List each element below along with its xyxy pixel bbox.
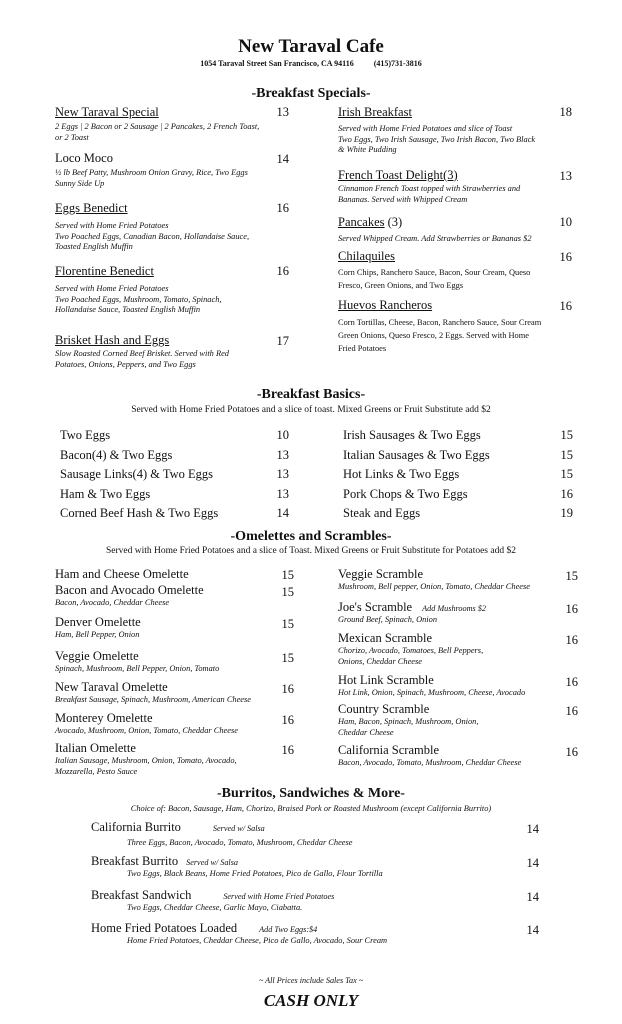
item-name: Corned Beef Hash & Two Eggs	[60, 506, 219, 521]
list-item	[60, 504, 295, 524]
item-price: 10	[276, 428, 289, 442]
item-name: Breakfast Burrito	[91, 854, 179, 868]
breakfast-specials-heading: -Breakfast Specials-	[251, 86, 371, 101]
item-name: Country Scramble	[338, 702, 430, 716]
desc-line: or 2 Toast	[55, 132, 89, 142]
item-name: Veggie Scramble	[338, 567, 424, 581]
item-name-row	[338, 600, 583, 615]
item-desc	[55, 284, 295, 316]
list-item	[60, 465, 295, 485]
list-item	[60, 485, 295, 505]
item-name: Pancakes	[338, 215, 385, 229]
cafe-address-line	[0, 59, 622, 68]
item-desc	[55, 168, 295, 189]
scramble-item	[338, 567, 583, 593]
desc-line: Onions, Cheddar Cheese	[338, 656, 422, 666]
desc-line: Italian Sausage, Mushroom, Onion, Tomato, Avocado,	[55, 756, 237, 765]
basics-right-list	[343, 426, 578, 524]
item-desc: Bacon, Avocado, Tomato, Mushroom, Cheddar Cheese	[338, 758, 522, 767]
item-desc: Two Eggs, Black Beans, Home Fried Potatoes, Pico de Gallo, Flour Tortilla	[127, 869, 383, 878]
item-desc	[338, 717, 583, 738]
item-name: Eggs Benedict	[55, 201, 128, 215]
list-item	[60, 426, 295, 446]
cafe-phone: (415)731-3816	[373, 59, 422, 68]
desc-line: Ham, Bacon, Spinach, Mushroom, Onion,	[338, 717, 479, 726]
item-name: New Taraval Special	[55, 105, 159, 119]
desc-line: Hollandaise Sauce, Toasted English Muffin	[55, 305, 201, 315]
item-price: 16	[565, 602, 578, 616]
item-price: 16	[565, 675, 578, 689]
item-name: Monterey Omelette	[55, 711, 153, 725]
item-price: 13	[559, 169, 572, 183]
item-name: Joe's Scramble	[338, 600, 413, 614]
item-name: Home Fried Potatoes Loaded	[91, 921, 238, 935]
item-desc: Three Eggs, Bacon, Avocado, Tomato, Mushroom, Cheddar Cheese	[127, 838, 353, 847]
item-name: Florentine Benedict	[55, 264, 154, 278]
desc-line: Slow Roasted Corned Beef Brisket. Served with Red	[55, 349, 229, 358]
item-price: 16	[281, 743, 294, 757]
sales-tax-note: ~ All Prices include Sales Tax ~	[258, 976, 364, 985]
item-desc	[55, 349, 295, 370]
item-name: Pork Chops & Two Eggs	[343, 486, 468, 501]
item-price: 10	[559, 215, 572, 229]
desc-line: Cheddar Cheese	[338, 727, 394, 737]
item-name-row	[91, 888, 561, 903]
item-desc: Avocado, Mushroom, Onion, Tomato, Cheddar Cheese	[55, 726, 238, 735]
item-name-row	[338, 215, 578, 230]
item-desc	[55, 221, 295, 253]
desc-line: Served with Home Fried Potatoes	[55, 221, 169, 230]
item-desc: Ham, Bell Pepper, Onion	[55, 630, 140, 639]
item-price: 18	[559, 105, 572, 119]
omelette-item	[55, 567, 295, 582]
item-price: 17	[276, 334, 289, 348]
item-name: Two Eggs	[60, 428, 111, 442]
list-item	[343, 465, 578, 485]
item-price: 16	[559, 250, 572, 264]
desc-line: Mozzarella, Pesto Sauce	[55, 766, 138, 776]
item-desc	[338, 184, 578, 205]
item-price: 14	[526, 890, 539, 904]
omelette-item	[55, 615, 295, 641]
desc-line: Fried Potatoes	[338, 344, 387, 353]
omelette-item	[55, 649, 295, 675]
item-price: 15	[560, 467, 573, 482]
list-item	[343, 485, 578, 505]
item-name: Bacon and Avocado Omelette	[55, 583, 204, 597]
burrito-item	[91, 820, 561, 849]
item-name: New Taraval Omelette	[55, 680, 168, 694]
desc-line: Sunny Side Up	[55, 178, 105, 188]
item-name: Loco Moco	[55, 151, 113, 165]
item-desc	[338, 124, 578, 156]
basics-left-list	[60, 426, 295, 524]
specials-right-item	[338, 105, 578, 156]
item-name: Veggie Omelette	[55, 649, 139, 663]
specials-right-item	[338, 298, 578, 355]
list-item	[343, 446, 578, 466]
omelette-item	[55, 741, 295, 777]
item-desc: Breakfast Sausage, Spinach, Mushroom, American Cheese	[55, 695, 252, 704]
item-name-row	[91, 921, 561, 936]
item-price: 16	[281, 682, 294, 696]
item-price: 16	[559, 299, 572, 313]
desc-line: Two Eggs, Two Irish Sausage, Two Irish Bacon, Two Black	[338, 134, 536, 144]
desc-line: & White Pudding	[338, 145, 397, 155]
burrito-item	[91, 854, 561, 880]
scramble-item	[338, 600, 583, 626]
desc-line: Two Poached Eggs, Canadian Bacon, Hollandaise Sauce,	[55, 231, 250, 241]
specials-right-item	[338, 168, 578, 205]
item-desc	[338, 646, 583, 667]
item-price: 16	[276, 264, 289, 278]
item-name: French Toast Delight(3)	[338, 168, 458, 182]
item-price: 13	[276, 105, 289, 119]
item-desc	[338, 267, 578, 292]
omelettes-subheading: Served with Home Fried Potatoes and a slice of Toast. Mixed Greens or Fruit Substitute for Potatoes add $2	[106, 546, 516, 556]
burritos-subheading: Choice of: Bacon, Sausage, Ham, Chorizo, Braised Pork or Roasted Mushroom (except California Burrito)	[130, 804, 492, 813]
item-price: 14	[526, 856, 539, 870]
list-item	[343, 504, 578, 524]
specials-right-item	[338, 215, 578, 245]
item-price: 15	[281, 585, 294, 599]
item-desc	[338, 316, 578, 355]
item-name: Ham & Two Eggs	[60, 486, 151, 501]
item-desc: Spinach, Mushroom, Bell Pepper, Onion, Tomato	[55, 664, 220, 673]
item-price: 14	[276, 506, 289, 521]
item-name-extra: (3)	[384, 215, 403, 229]
item-note: Add Mushrooms $2	[422, 604, 486, 613]
item-name-row	[91, 820, 561, 835]
item-name: California Scramble	[338, 743, 440, 757]
item-name: Italian Sausages & Two Eggs	[343, 447, 490, 462]
scramble-item	[338, 631, 583, 667]
item-price: 14	[526, 923, 539, 937]
item-price: 15	[281, 651, 294, 665]
item-price: 15	[560, 428, 573, 442]
burrito-item	[91, 888, 561, 914]
item-name: Denver Omelette	[55, 615, 141, 629]
item-price: 16	[281, 713, 294, 727]
specials-left-item	[55, 201, 295, 253]
scramble-item	[338, 743, 583, 769]
item-note: Served w/ Salsa	[212, 824, 265, 833]
item-name: Ham and Cheese Omelette	[55, 567, 189, 581]
desc-line: Served with Home Fried Potatoes and slice of Toast	[338, 124, 513, 133]
cafe-address: 1054 Taraval Street San Francisco, CA 94116	[200, 59, 354, 68]
desc-line: Fresco, Green Onions, and Two Eggs	[338, 280, 464, 290]
item-name: Steak and Eggs	[343, 506, 421, 521]
item-name: Hot Link Scramble	[338, 673, 434, 687]
item-price: 15	[560, 447, 573, 462]
item-name: California Burrito	[91, 820, 181, 834]
burrito-item	[91, 921, 561, 947]
item-price: 13	[276, 467, 289, 482]
item-desc: Bacon, Avocado, Cheddar Cheese	[55, 598, 170, 607]
desc-line: Potatoes, Onions, Peppers, and Two Eggs	[55, 359, 196, 369]
item-price: 16	[565, 633, 578, 647]
item-price: 15	[565, 569, 578, 583]
scramble-item	[338, 673, 583, 699]
breakfast-basics-heading: -Breakfast Basics-	[256, 387, 366, 402]
omelette-item	[55, 711, 295, 737]
specials-left-item	[55, 151, 295, 189]
item-desc: Hot Link, Onion, Spinach, Mushroom, Cheese, Avocado	[338, 688, 526, 697]
item-price: 14	[526, 822, 539, 836]
item-name: Irish Sausages & Two Eggs	[343, 428, 481, 442]
item-name: Mexican Scramble	[338, 631, 433, 645]
breakfast-basics-subheading: Served with Home Fried Potatoes and a slice of toast. Mixed Greens or Fruit Substitute add $2	[131, 405, 491, 415]
item-price: 16	[560, 486, 573, 501]
item-name: Breakfast Sandwich	[91, 888, 192, 902]
item-desc	[338, 234, 578, 245]
desc-line: Served Whipped Cream. Add Strawberries or Bananas $2	[338, 234, 532, 243]
desc-line: Served with Home Fried Potatoes	[55, 284, 169, 293]
burritos-heading: -Burritos, Sandwiches & More-	[217, 786, 405, 801]
omelette-item	[55, 680, 295, 706]
item-desc	[55, 122, 295, 143]
desc-line: Two Poached Eggs, Mushroom, Tomato, Spinach,	[55, 294, 222, 304]
desc-line: ½ lb Beef Patty, Mushroom Onion Gravy, Rice, Two Eggs	[55, 168, 248, 177]
item-name: Brisket Hash and Eggs	[55, 333, 170, 347]
desc-line: Chorizo, Avocado, Tomatoes, Bell Peppers,	[338, 646, 484, 655]
specials-right-item	[338, 249, 578, 292]
item-name-row	[91, 854, 561, 869]
list-item	[343, 426, 578, 446]
list-item	[60, 446, 295, 466]
scramble-item	[338, 702, 583, 738]
item-name: Irish Breakfast	[338, 105, 412, 119]
item-price: 13	[276, 486, 289, 501]
item-price: 14	[276, 152, 289, 166]
omelette-item	[55, 583, 295, 609]
item-name: Bacon(4) & Two Eggs	[60, 447, 173, 462]
item-price: 19	[560, 506, 573, 521]
item-price: 13	[276, 447, 289, 462]
item-price: 16	[565, 745, 578, 759]
item-note: Served w/ Salsa	[186, 858, 238, 867]
desc-line: Corn Chips, Ranchero Sauce, Bacon, Sour Cream, Queso	[338, 268, 531, 277]
item-note: Served with Home Fried Potatoes	[223, 892, 335, 901]
specials-left-item	[55, 333, 295, 370]
item-name: Sausage Links(4) & Two Eggs	[60, 467, 214, 482]
desc-line: 2 Eggs | 2 Bacon or 2 Sausage | 2 Pancakes, 2 French Toast,	[55, 122, 260, 131]
desc-line: Bananas. Served with Whipped Cream	[338, 194, 468, 204]
item-desc: Two Eggs, Cheddar Cheese, Garlic Mayo, Ciabatta.	[127, 903, 303, 912]
desc-line: Green Onions, Queso Fresco, 2 Eggs. Served with Home	[338, 331, 529, 340]
item-desc	[55, 756, 295, 777]
specials-left-item	[55, 105, 295, 143]
specials-left-item	[55, 264, 295, 316]
item-price: 16	[276, 201, 289, 215]
desc-line: Cinnamon French Toast topped with Strawberries and	[338, 184, 521, 193]
item-name: Italian Omelette	[55, 741, 136, 755]
item-name: Hot Links & Two Eggs	[343, 467, 460, 482]
item-desc: Home Fried Potatoes, Cheddar Cheese, Pico de Gallo, Avocado, Sour Cream	[127, 936, 388, 945]
item-desc: Mushroom, Bell pepper, Onion, Tomato, Cheddar Cheese	[338, 582, 530, 591]
item-price: 15	[281, 568, 294, 582]
item-name: Huevos Rancheros	[338, 298, 433, 312]
item-desc: Ground Beef, Spinach, Onion	[338, 615, 438, 624]
omelettes-heading: -Omelettes and Scrambles-	[230, 529, 392, 544]
cafe-title: New Taraval Cafe	[238, 36, 384, 57]
item-price: 15	[281, 617, 294, 631]
item-note: Add Two Eggs:$4	[259, 925, 318, 934]
item-price: 16	[565, 704, 578, 718]
desc-line: Toasted English Muffin	[55, 242, 133, 252]
cash-only-notice: CASH ONLY	[263, 991, 359, 1010]
desc-line: Corn Tortillas, Cheese, Bacon, Ranchero Sauce, Sour Cream	[338, 318, 542, 327]
item-name: Chilaquiles	[338, 249, 395, 263]
